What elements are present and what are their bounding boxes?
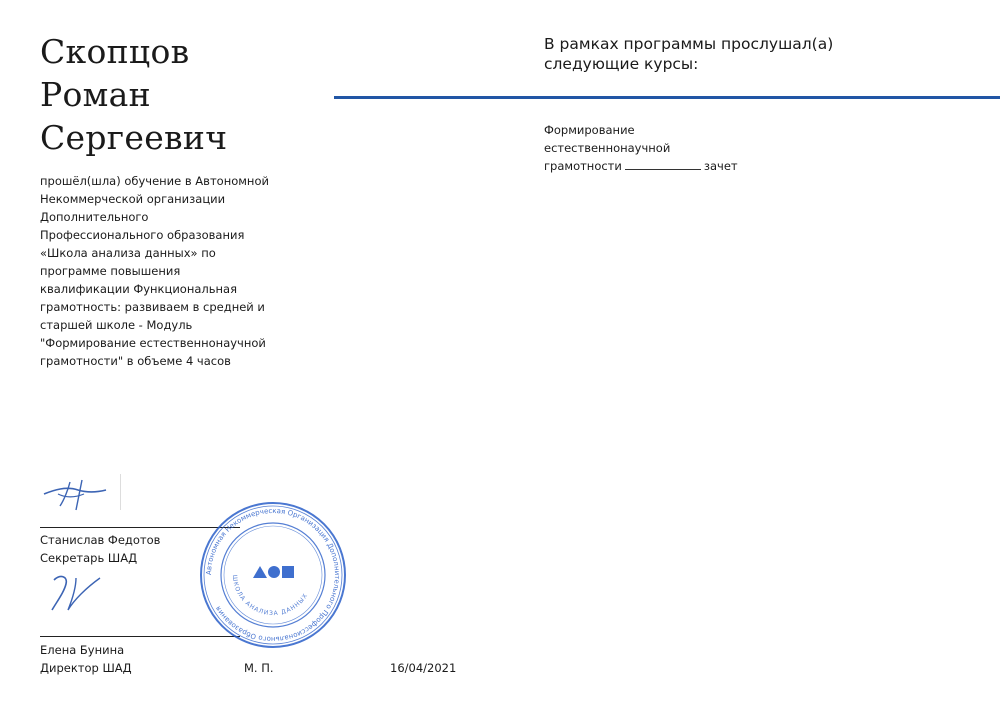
- stamp-mark-label: М. П.: [244, 661, 274, 675]
- signature-secretary: [40, 470, 140, 520]
- course-entry: [544, 121, 804, 175]
- courses-heading-line: следующие курсы:: [544, 55, 699, 73]
- signatory-role: Директор ШАД: [40, 661, 132, 675]
- statement-line: прошёл(шла) обучение в Автономной: [40, 174, 269, 188]
- signatory-name: Станислав Федотов: [40, 533, 161, 547]
- course-title-line: [544, 157, 804, 175]
- signature-director: [46, 570, 116, 616]
- recipient-name: [40, 30, 340, 159]
- recipient-last-name: Скопцов: [40, 32, 190, 71]
- statement-line: грамотность: развиваем в средней и: [40, 300, 265, 314]
- statement-line: грамотности" в объеме 4 часов: [40, 354, 231, 368]
- signatory-role: Секретарь ШАД: [40, 551, 138, 565]
- statement-line: квалификации Функциональная: [40, 282, 238, 296]
- school-seal: [198, 500, 348, 650]
- course-title-line: естественнонаучной: [544, 141, 671, 155]
- statement-line: Некоммерческой организации: [40, 192, 226, 206]
- accent-divider: [334, 96, 1000, 99]
- statement-line: старшей школе - Модуль: [40, 318, 193, 332]
- course-result: зачет: [703, 159, 738, 173]
- seal-outer-text: Автономная Некоммерческая Организация Дополнительного Профессионального Образования: [204, 506, 342, 644]
- completion-statement: [40, 172, 285, 370]
- issue-date: 16/04/2021: [390, 661, 457, 675]
- svg-text:ШКОЛА АНАЛИЗА ДАННЫХ: [231, 574, 310, 617]
- course-title-line: Формирование: [544, 123, 635, 137]
- statement-line: "Формирование естественнонаучной: [40, 336, 266, 350]
- recipient-first-name: Роман: [40, 75, 151, 114]
- statement-line: программе повышения: [40, 264, 181, 278]
- signature-field-tick: [120, 474, 121, 510]
- courses-heading: [544, 34, 964, 74]
- result-blank-line: [625, 158, 701, 170]
- seal-inner-text: ШКОЛА АНАЛИЗА ДАННЫХ: [230, 574, 310, 618]
- courses-heading-line: В рамках программы прослушал(а): [544, 35, 834, 53]
- statement-line: Дополнительного: [40, 210, 149, 224]
- signatory-name: Елена Бунина: [40, 643, 125, 657]
- recipient-patronymic: Сергеевич: [40, 118, 228, 157]
- course-title-end: грамотности: [544, 159, 622, 173]
- statement-line: «Школа анализа данных» по: [40, 246, 216, 260]
- statement-line: Профессионального образования: [40, 228, 245, 242]
